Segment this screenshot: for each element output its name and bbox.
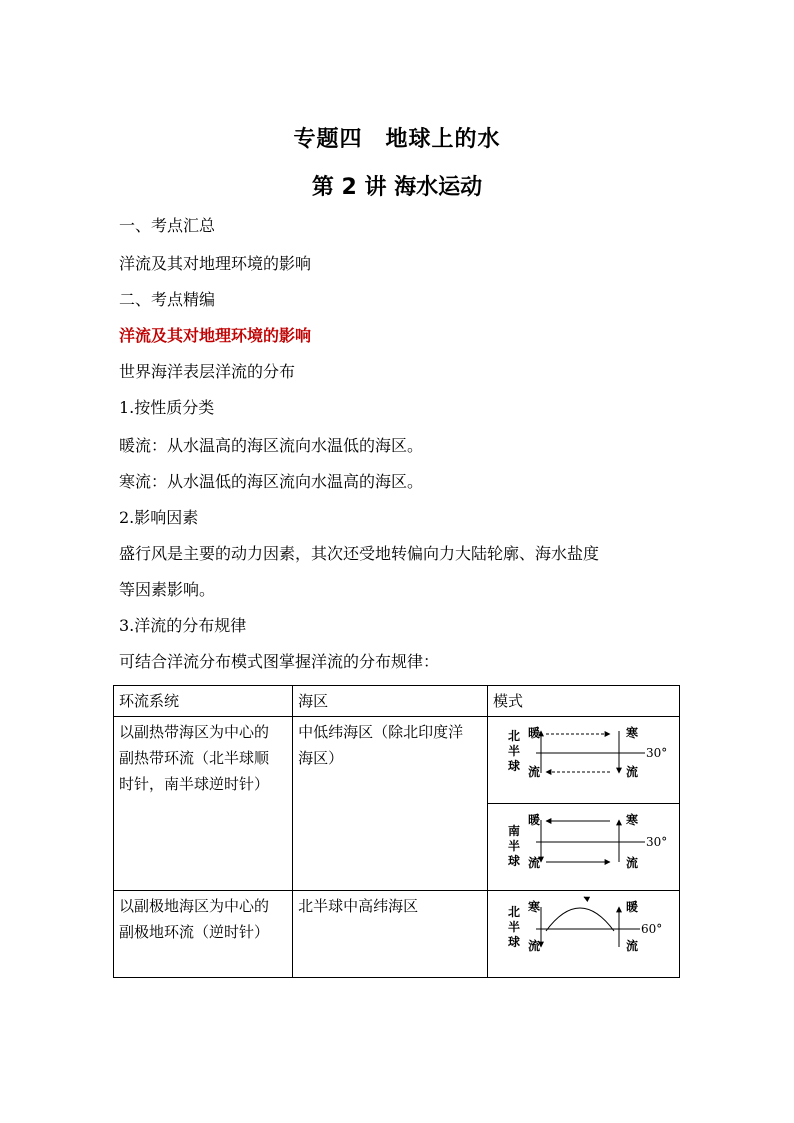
- cold-label: 寒: [626, 726, 639, 740]
- current-label: 流: [626, 856, 639, 870]
- cold-current-definition: 寒流：从水温低的海区流向水温高的海区。: [119, 472, 424, 491]
- hemisphere-label-char: 球: [508, 854, 521, 868]
- row1-region-line: 中低纬海区（除北印度洋: [298, 723, 464, 741]
- hemisphere-label-char: 半: [508, 839, 521, 853]
- point-heading-3: 3.洋流的分布规律: [119, 616, 247, 635]
- header-system: 环流系统: [114, 686, 293, 717]
- current-label: 流: [528, 939, 541, 953]
- hemisphere-label-char: 球: [508, 935, 521, 949]
- row1-region: [293, 717, 488, 891]
- row1-region-line: 海区）: [298, 749, 344, 767]
- section-heading-summary: 一、考点汇总: [119, 216, 216, 235]
- document-title: 专题四 地球上的水: [293, 127, 501, 152]
- row1-system-line: 时针，南半球逆时针）: [119, 775, 270, 793]
- subpolar-diagram-cell: [488, 891, 680, 978]
- north-subtropical-gyre-diagram: [488, 717, 669, 795]
- hemisphere-label-char: 北: [508, 905, 521, 919]
- south-subtropical-gyre-diagram: [488, 804, 669, 882]
- cold-label: 寒: [626, 813, 639, 827]
- south-subtropical-diagram-cell: [488, 804, 680, 891]
- current-label: 流: [626, 765, 639, 779]
- current-label: 流: [626, 939, 639, 953]
- warm-label: 暖: [528, 726, 541, 740]
- lesson-title: 第 2 讲 海水运动: [311, 175, 483, 200]
- row1-system-line: 以副热带海区为中心的: [119, 723, 270, 741]
- cold-label: 寒: [528, 900, 541, 914]
- point-heading-2: 2.影响因素: [119, 508, 199, 527]
- arc-current: [546, 908, 614, 931]
- row2-system: [114, 891, 293, 978]
- factors-text-line-1: 盛行风是主要的动力因素，其次还受地转偏向力大陆轮廓、海水盐度: [119, 544, 600, 563]
- latitude-label: 30°: [646, 746, 668, 760]
- distribution-intro: 可结合洋流分布模式图掌握洋流的分布规律：: [119, 652, 440, 671]
- warm-label: 暖: [528, 813, 541, 827]
- hemisphere-label-char: 南: [508, 824, 521, 838]
- topic-heading: 洋流及其对地理环境的影响: [119, 326, 312, 345]
- hemisphere-label-char: 半: [508, 744, 521, 758]
- row2-region-line: 北半球中高纬海区: [298, 897, 419, 915]
- hemisphere-label-char: 半: [508, 920, 521, 934]
- north-subtropical-diagram-cell: [488, 717, 680, 804]
- row2-region: [293, 891, 488, 978]
- summary-item: 洋流及其对地理环境的影响: [119, 254, 312, 273]
- section-heading-details: 二、考点精编: [119, 290, 216, 309]
- latitude-label: 30°: [646, 835, 668, 849]
- point-heading-1: 1.按性质分类: [119, 398, 215, 417]
- header-pattern: 模式: [488, 686, 680, 717]
- ocean-current-table: [113, 685, 680, 978]
- header-region: 海区: [293, 686, 488, 717]
- current-label: 流: [528, 856, 541, 870]
- subpolar-gyre-diagram: [488, 891, 669, 969]
- arc-direction-arrow: [584, 897, 588, 899]
- current-label: 流: [528, 765, 541, 779]
- factors-text-line-2: 等因素影响。: [119, 580, 216, 599]
- warm-current-definition: 暖流：从水温高的海区流向水温低的海区。: [119, 436, 424, 455]
- subtopic-line: 世界海洋表层洋流的分布: [119, 362, 296, 381]
- row1-system: [114, 717, 293, 891]
- row2-system-line: 副极地环流（逆时针）: [119, 923, 270, 941]
- warm-label: 暖: [626, 900, 639, 914]
- row2-system-line: 以副极地海区为中心的: [119, 897, 270, 915]
- hemisphere-label-char: 北: [508, 729, 521, 743]
- hemisphere-label-char: 球: [508, 759, 521, 773]
- row1-system-line: 副热带环流（北半球顺: [119, 749, 270, 767]
- latitude-label: 60°: [641, 922, 663, 936]
